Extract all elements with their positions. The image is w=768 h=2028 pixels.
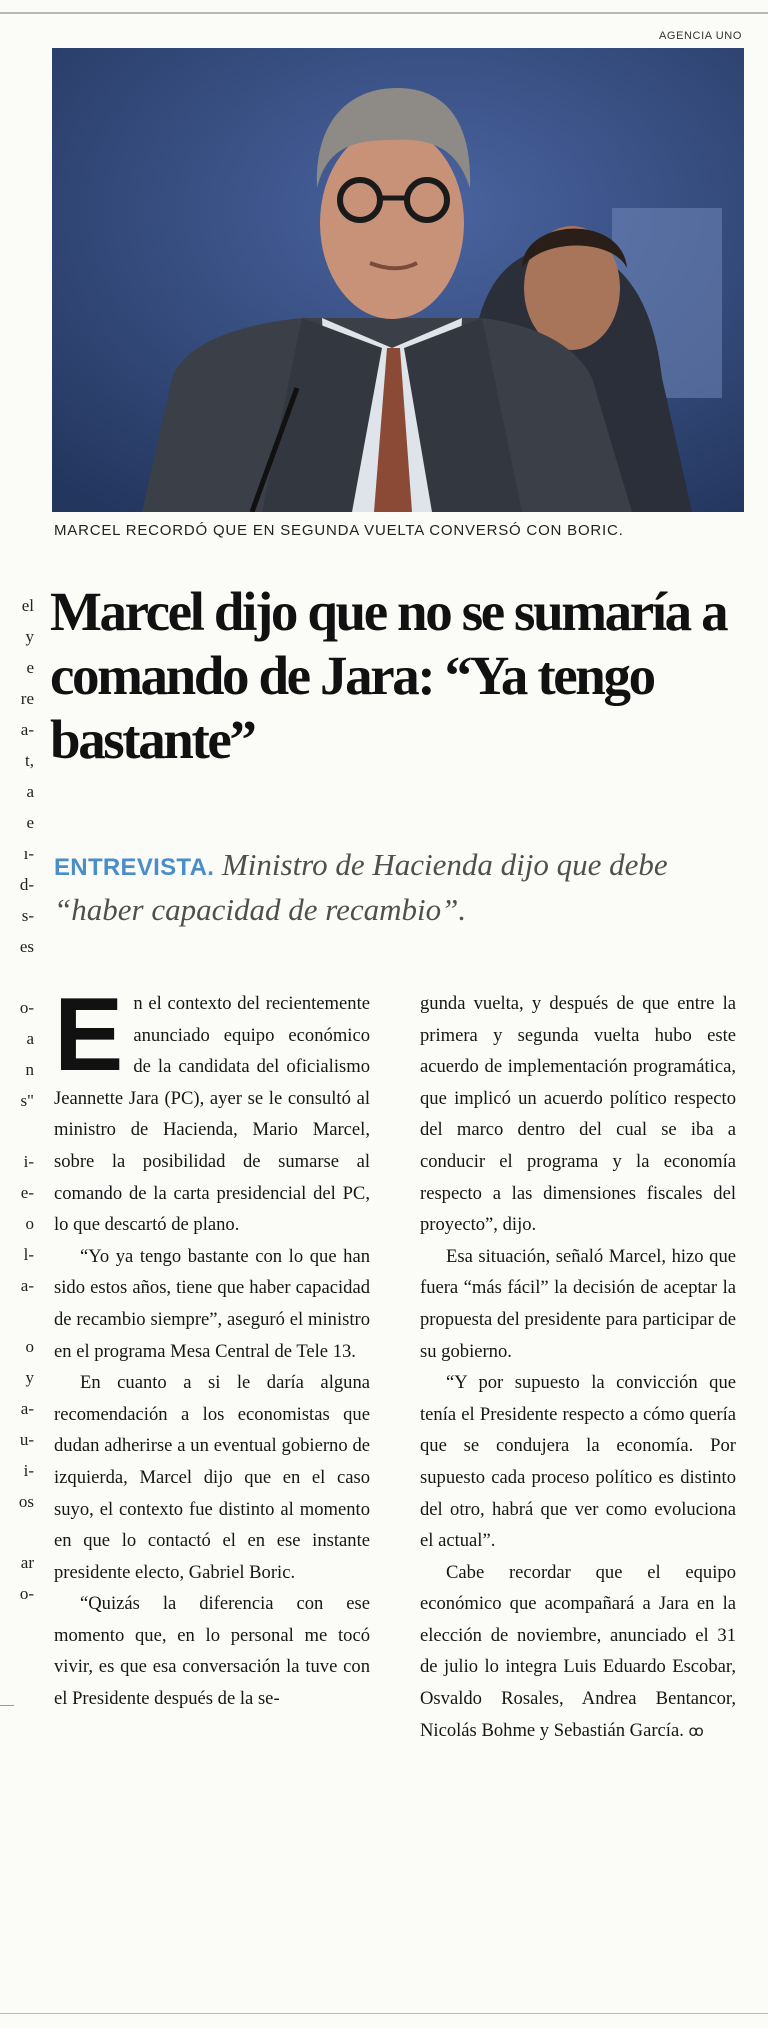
photo-caption: MARCEL RECORDÓ QUE EN SEGUNDA VUELTA CONVERSÓ CON BORIC. [54, 522, 624, 539]
prev-fragment: el [21, 596, 34, 615]
body-paragraph: “Quizás la diferencia con ese momento que, en lo personal me tocó vivir, es que esa conversación la tuve con el Presidente después de la se- [54, 1593, 370, 1710]
prev-fragment: a- [20, 1399, 34, 1418]
body-column-left [54, 977, 370, 1715]
prev-fragment: re [20, 689, 34, 708]
prev-fragment: s- [21, 906, 34, 925]
deck-text: Ministro de Hacienda dijo que debe “haber capacidad de recambio”. [54, 847, 668, 927]
prev-fragment: os [18, 1492, 34, 1511]
prev-fragment: e [26, 813, 34, 832]
drop-cap: E [54, 977, 124, 1093]
photo-credit: AGENCIA UNO [658, 30, 742, 42]
prev-fragment: a [26, 782, 34, 801]
prev-fragment: u- [19, 1430, 34, 1449]
body-paragraph: Cabe recordar que el equipo económico que acompañará a Jara en la elección de noviembre, anunciado el 31 de julio lo integra Luis Eduardo Escobar, Osvaldo Rosales, Andrea Bentancor, Nicolás Bohme y Sebastián García. ꝏ [420, 1561, 736, 1741]
previous-article-column [0, 0, 40, 2028]
body-paragraph: Esa situación, señaló Marcel, hizo que fuera “más fácil” la decisión de aceptar la propuesta del presidente para participar de su gobierno. [420, 1245, 736, 1362]
article-photo [52, 48, 744, 512]
section-tag: ENTREVISTA. [54, 854, 215, 881]
prev-fragment: o- [19, 1584, 34, 1603]
prev-fragment: l- [23, 1245, 34, 1264]
prev-fragment: ar [20, 1553, 34, 1572]
prev-fragment: o [25, 1337, 34, 1356]
prev-fragment: e- [20, 1183, 34, 1202]
prev-fragment: t, [25, 751, 34, 770]
body-column-right [420, 988, 736, 1747]
bottom-rule [0, 2013, 768, 2014]
body-paragraph: “Yo ya tengo bastante con lo que han sido estos años, tiene que haber capacidad de recambio siempre”, aseguró el ministro en el programa Mesa Central de Tele 13. [54, 1245, 370, 1362]
end-mark-icon: ꝏ [688, 1721, 704, 1740]
article-headline: Marcel dijo que no se sumaría a comando de Jara: “Ya tengo bastante” [50, 581, 727, 770]
article-deck [54, 844, 754, 931]
prev-fragment: s" [20, 1091, 34, 1110]
prev-fragment: y [25, 1368, 34, 1387]
body-paragraph: “Y por supuesto la convicción que tenía el Presidente respecto a cómo quería que se condujera la economía. Por supuesto cada proceso político es distinto del otro, habrá que ver como evoluciona el actual”. [420, 1372, 736, 1552]
minister-portrait-image [52, 48, 744, 512]
prev-fragment: o- [19, 998, 34, 1017]
prev-fragment: y [25, 627, 34, 646]
prev-fragment: a [26, 1029, 34, 1048]
prev-fragment: es [19, 937, 34, 956]
prev-fragment: a- [20, 720, 34, 739]
prev-fragment: n [25, 1060, 34, 1079]
prev-fragment: i- [23, 1152, 34, 1171]
top-rule [0, 12, 768, 14]
prev-fragment: d- [19, 875, 34, 894]
prev-fragment: ı- [23, 844, 34, 863]
body-paragraph: gunda vuelta, y después de que entre la primera y segunda vuelta hubo este acuerdo de implementación programática, que implicó un acuerdo político respecto del marco dentro del cual se iba a conducir el programa y la economía respecto a las dimensiones fiscales del proyecto”, dijo. [420, 993, 736, 1236]
prev-fragment: i- [23, 1461, 34, 1480]
prev-fragment: o [25, 1214, 34, 1233]
prev-fragment: e [26, 658, 34, 677]
body-paragraph: En cuanto a si le daría alguna recomendación a los economistas que dudan adherirse a un eventual gobierno de izquierda, Marcel dijo que en el caso suyo, el contexto fue distinto al momento en que lo contactó el en ese instante presidente electo, Gabriel Boric. [54, 1372, 370, 1583]
body-paragraph: En el contexto del recientemente anunciado equipo económico de la candidata del oficialismo Jeannette Jara (PC), ayer se le consultó al ministro de Hacienda, Mario Marcel, sobre la posibilidad de sumarse al comando de la carta presidencial del PC, lo que descartó de plano. [54, 977, 370, 1236]
previous-column-end-rule [0, 1705, 14, 1706]
prev-fragment: a- [20, 1276, 34, 1295]
